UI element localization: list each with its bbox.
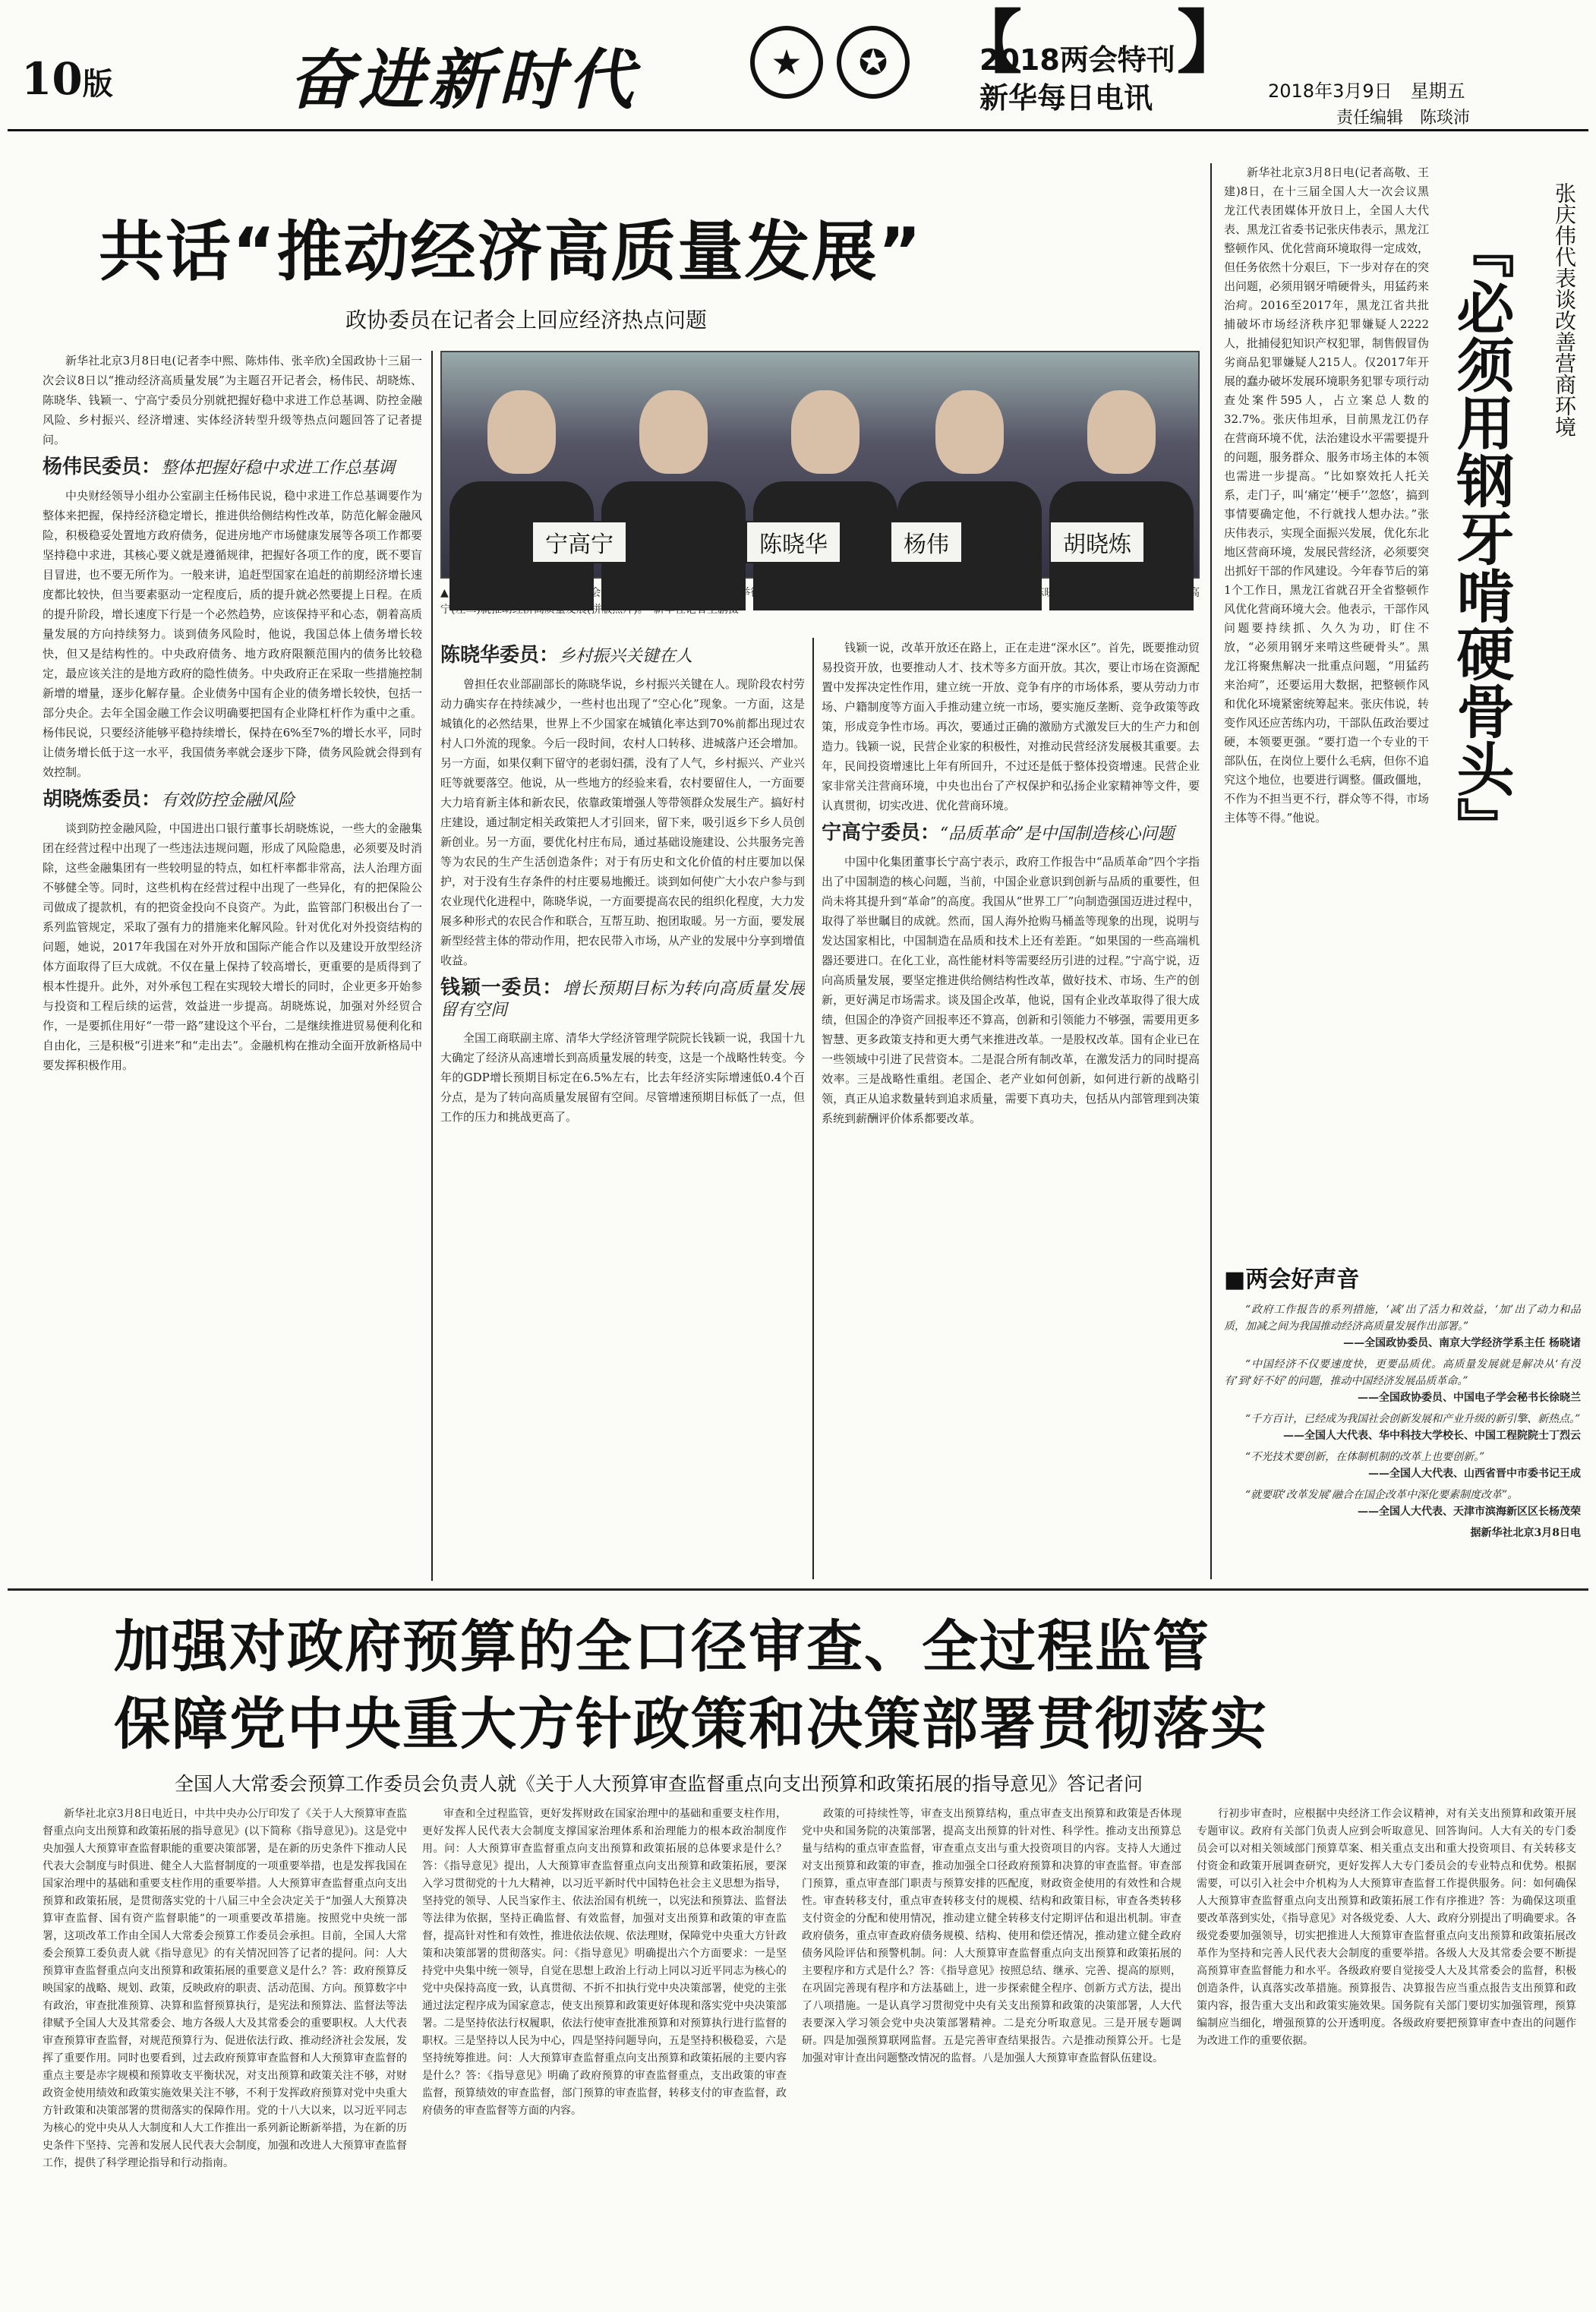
voices-footer: 据新华社北京3月8日电 <box>1470 1527 1581 1539</box>
sidebar-vertical-subtitle: 张庆伟代表谈改善营商环境 <box>1552 182 1577 437</box>
story2-column-3 <box>802 1806 1181 2299</box>
column-divider <box>1210 163 1212 1579</box>
story2-headline-line2: 保障党中央重大方针政策和决策部署贯彻落实 <box>114 1692 1268 1757</box>
paragraph: 中央财经领导小组办公室副主任杨伟民说，稳中求进工作总基调要作为整体来把握，保持经济稳定增长，推进供给侧结构性改革，防范化解金融风险，积极稳妥处置地方政府债务，促进房地产市场健康发展等各项工作都要坚持稳中求进，其核心要义就是遵循规律，把握好各项工作的度，既不要盲目冒进，也不要无所作为。一般来讲，追赶型国家在追赶的前期经济增长速度都比较快，但当要素驱动一定程度后，质的提升就必然要提上日程。在质的提升阶段，增长速度下行是一个必然趋势，应该保持平和心态，朝着高质量发展的方向持续努力。谈到债务风险时，他说，我国总体上债务增长较快，但又是结构性的。中央政府债务、地方政府限额范围内的债务比较稳定，最应该关注的是地方政府的隐性债务。中央政府正在采取一些措施控制新增的增量，逐步化解存量。企业债务中国有企业的债务增长较快，包括一部分央企。去年全国金融工作会议明确要把国有企业降杠杆作为重中之重。杨伟民说，只要经济能够平稳持续增长，保持在6%至7%的增长水平，同时让债务增长低于这一水平，我国债务率就会逐步下降，债务风险就会得到有效控制。 <box>43 489 422 779</box>
nameplate: 杨伟 <box>890 521 963 563</box>
paragraph: 谈到防控金融风险，中国进出口银行董事长胡晓炼说，一些大的金融集团在经营过程中出现了一些违法违规问题，形成了风险隐患，必须要及时消除，这些金融集团有一些较明显的特点，如杠杆率都非常高，法人治理方面不够健全等。同时，这些机构在经营过程中出现了一些异化，有的把保险公司做成了提款机，有的把资金投向不良资产。为此，监管部门积极出台了一系列监管规定，采取了强有力的措施来化解风险。针对优化对外投资结构的问题，她说，2017年我国在对外开放和国际产能合作以及建设开放型经济体方面取得了巨大成就。不仅在量上保持了较高增长，更重要的是质得到了根本性提升。此外，对外承包工程在实现较大增长的同时，企业更多开始参与投资和工程后续的运营，效益进一步提高。胡晓炼说，加强对外经贸合作，一是要抓住用好“一带一路”建设这个平台，二是继续推进贸易便利化和自由化，三是积极“引进来”和“走出去”。金融机构在推动全面开放新格局中要发挥积极作用。 <box>43 822 422 1072</box>
voice-source: ——全国政协委员、中国电子学会秘书长徐晓兰 <box>1358 1392 1581 1404</box>
sidebar-vertical-headline: 『必须用钢牙啃硬骨头』 <box>1447 220 1515 855</box>
issue-date: 2018年3月9日 星期五 <box>1268 80 1465 102</box>
voices-box <box>1224 1260 1581 1541</box>
column-divider <box>812 638 814 1579</box>
story1-lead: 新华社北京3月8日电(记者李中熙、陈炜伟、张辛欣)全国政协十三届一次会议8日以“推动经济高质量发展”为主题召开记者会，杨伟民、胡晓炼、陈晓华、钱颖一、宁高宁委员分别就把握好稳中求进工作总基调、防控金融风险、乡村振兴、经济增速、实体经济转型升级等热点问题回答了记者提问。 <box>43 354 422 446</box>
person-silhouette <box>1087 390 1156 474</box>
paragraph: 钱颖一说，改革开放还在路上，正在走进“深水区”。首先，既要推动贸易投资开放，也要推动人才、技术等多方面开放。其次，要让市场在资源配置中发挥决定性作用，建立统一开放、竞争有序的市场体系，要从劳动力市场、户籍制度等方面入手推动建立统一市场，要实施反垄断、竞争政策等政策，形成竞争性市场。再次，要通过正确的激励方式激发巨大的生产力和创造力。钱颖一说，民营企业家的积极性，对推动民营经济发展极其重要。去年，民间投资增速比上年有所回升，不过还是低于整体投资增速。民营企业家非常关注营商环境，中央也出台了产权保护和弘扬企业家精神等文件，要认真贯彻，切实改进、优化营商环境。 <box>822 641 1200 812</box>
paragraph: 曾担任农业部副部长的陈晓华说，乡村振兴关键在人。现阶段农村劳动力确实存在持续减少，一些村也出现了“空心化”现象。一方面，这是城镇化的必然结果，世界上不少国家在城镇化率达到70%前都出现过农村人口外流的现象。今后一段时间，农村人口转移、进城落户还会增加。另一方面，如果仅剩下留守的老弱妇孺，没有了人气，乡村振兴、产业兴旺等就要落空。他说，从一些地方的经验来看，农村要留住人，一方面要大力培育新主体和新农民，依靠政策增强人等带领群众发展生产。搞好村庄建设，通过制定相关政策把人才引回来，留下来，吸引返乡下乡人员创新创业。另一方面，要优化村庄布局，通过基础设施建设、公共服务完善等为农民的生产生活创造条件；对于有历史和文化价值的村庄要加以保护，对于没有生存条件的村庄要易地搬迁。谈到如何使广大小农户参与到农业现代化进程中，陈晓华说，一方面要提高农民的组织化程度，大力发展多种形式的农民合作和联合，互帮互助、抱团取暖。另一方面，要发展新型经营主体的带动作用，把农民带入市场，从产业的发展中分享到增值收益。 <box>440 677 805 967</box>
story1-column-2 <box>440 638 805 1579</box>
masthead-rule <box>8 129 1588 131</box>
nameplate: 胡晓炼 <box>1049 521 1145 563</box>
voice-source: ——全国人大代表、天津市滨海新区区长杨茂荣 <box>1358 1506 1581 1518</box>
story1-headline: 共话“推动经济高质量发展” <box>99 214 923 290</box>
story2-column-4 <box>1197 1806 1576 2299</box>
voice-quote: “就要联‘改革发展’融合在国企改革中深化要素制度改革”。 <box>1245 1489 1519 1501</box>
paragraph: 政策的可持续性等，审查支出预算结构，重点审查支出预算和政策是否体现党中央和国务院的决策部署，提高支出预算的针对性、科学性。推动支出预算总量与结构的重点审查监督，审查重点支出与重大投资项目的内容。支持人大通过对支出预算和政策的审查，推动加强全口径政府预算和决算的审查监督。审查部门预算，重点审查部门职责与预算安排的匹配度，财政资金使用的有效性和合规性。审查转移支付，重点审查转移支付的规模、结构和政策目标，审查各类转移支付资金的分配和使用情况，推动建立健全转移支付定期评估和退出机制。审查政府债务，重点审查政府债务规模、结构、使用和偿还情况，推动建立健全政府债务风险评估和预警机制。问：人大预算审查监督重点向支出预算和政策拓展的主要程序和方式是什么？答：《指导意见》按照总结、继承、完善、提高的原则，在巩固完善现有程序和方法基础上，进一步探索健全程序、创新方式方法，提出了八项措施。一是认真学习贯彻党中央有关支出预算和政策的决策部署，人大代表要深入学习领会党中央决策部署精神。二是充分听取意见。三是开展专题调研。四是加强预算联网监督。五是完善审查结果报告。六是推动预算公开。七是加强对审计查出问题整改情况的监督。八是加强人大预算审查监督队伍建设。 <box>802 1808 1181 2064</box>
section-heading: 钱颖一委员：增长预期目标为转向高质量发展留有空间 <box>440 976 805 1020</box>
paragraph: 中国中化集团董事长宁高宁表示，政府工作报告中“品质革命”四个字指出了中国制造的核心问题，当前，中国企业意识到创新与品质的重要性，但尚未将其提升到“革命”的高度。我国从“世界工厂”向制造强国迈进过程中，取得了举世瞩目的成就。然而，国人海外抢购马桶盖等现象的出现，说明与发达国家相比，中国制造在品质和技术上还有差距。“如果国的一些高端机器还要进口。在化工业，高性能材料等需要经历引进的过程。”宁高宁说，迈向高质量发展，要坚定推进供给侧结构性改革，做好技术、市场、生产的创新，更好满足市场需求。谈及国企改革，他说，国有企业改革取得了很大成绩，但国企的净资产回报率还不算高，创新和引领能力不够强，需要用更多智慧、更多政策支持和更大勇气来推进改革。一是股权改革。国有企业已在一些领域中引进了民营资本。二是混合所有制改革，在激发活力的同时提高效率。三是战略性重组。老国企、老产业如何创新，如何进行新的战略引领，真正从追求数量转到追求质量，需要下真功夫，包括从内部管理到决策系统到薪酬评价体系都要改革。 <box>822 855 1200 1125</box>
section-rule <box>8 1588 1588 1591</box>
story2-subhead: 全国人大常委会预算工作委员会负责人就《关于人大预算审查监督重点向支出预算和政策拓展的指导意见》答记者问 <box>175 1773 1143 1795</box>
voice-quote: “千方百计，已经成为我国社会创新发展和产业升级的新引擎、新热点。” <box>1245 1413 1581 1425</box>
sidebar-article <box>1224 163 1429 1325</box>
section-heading: 胡晓炼委员：有效防控金融风险 <box>43 788 295 811</box>
paragraph: 行初步审查时，应根据中央经济工作会议精神，对有关支出预算和政策开展专题审议。政府有关部门负责人应到会听取意见、回答询问。人大有关的专门委员会可以对相关领域部门预算草案、相关重点支出和重大投资项目、有关转移支付资金和政策开展调查研究，更好发挥人大专门委员会的专业特点和优势。根据需要，可以引入社会中介机构为人大预算审查监督工作提供服务。问：如何确保人大预算审查监督重点向支出预算和政策拓展工作有序推进？答：为确保这项重要改革落到实处，《指导意见》对各级党委、人大、政府分别提出了明确要求。各级党委要加强领导，切实把推进人大预算审查监督重点向支出预算和政策拓展改革作为坚持和完善人民代表大会制度的重要举措。各级人大及其常委会要不断提高预算审查监督能力和水平。各级政府要自觉接受人大及其常委会的监督，积极创造条件，认真落实改革措施。预算报告、决算报告应当重点报告支出预算和政策内容，报告重大支出和政策实施效果。国务院有关部门要切实加强管理，预算编制应当细化，增强预算的公开透明度。各级政府要把预算审查中查出的问题作为改进工作的重要依据。 <box>1197 1808 1576 2047</box>
voice-quote: “政府工作报告的系列措施，‘减’出了活力和效益，‘加’出了动力和品质，加减之间为我国推动经济高质量发展作出部署。” <box>1224 1304 1581 1333</box>
responsible-editor: 责任编辑 陈琰沛 <box>1336 109 1471 128</box>
cppcc-emblem-icon: ✪ <box>837 26 910 99</box>
story2-column-1 <box>43 1806 407 2299</box>
voice-quote: “不光技术要创新，在体制机制的改革上也要创新。” <box>1245 1451 1485 1463</box>
story1-column-3 <box>822 638 1200 1579</box>
section-heading: 陈晓华委员：乡村振兴关键在人 <box>440 644 693 667</box>
story2-column-2 <box>422 1806 787 2299</box>
special-edition-label: 【 2018两会特刊 新华每日电讯 】 <box>954 3 1245 115</box>
paragraph: 新华社北京3月8日电(记者高敬、王建)8日，在十三届全国人大一次会议黑龙江代表团媒体开放日上，全国人大代表、黑龙江省委书记张庆伟表示，黑龙江整顿作风、优化营商环境取得一定成效，但任务依然十分艰巨，下一步对存在的突出问题，必须用钢牙啃硬骨头，用猛药来治疴。2016至2017年，黑龙江省共批捕破坏市场经济秩序犯罪嫌疑人2222人，批捕侵犯知识产权犯罪，制售假冒伪劣商品犯罪嫌疑人215人。仅2017年开展的蠢办破坏发展环境职务犯罪专项行动查处案件595人，占立案总人数的32.7%。张庆伟坦承，目前黑龙江仍存在营商环境不优，法治建设水平需要提升的问题，服务群众、服务市场主体的本领也需进一步提高。“比如察效托人托关系，走门子，叫‘痛定’‘梗手’‘忽悠’，搞到事情要确定他，不行就找人想办法。”张庆伟表示，实现全面振兴发展，优化东北地区营商环境，发展民营经济，必须要突出抓好干部的作风建设。今年春节后的第1个工作日，黑龙江省就召开全省整顿作风优化营商环境大会。他表示，干部作风问题要持续抓、久久为功，盯住不放，“必须用钢牙来啃这些硬骨头”。黑龙江将聚焦解决一批重点问题，“用猛药来治疴”，还要运用大数据，把整顿作风和优化环境紧密统筹起来。张庆伟说，转变作风还应苦练内功，干部队伍政治要过硬，本领要更强。“要打造一个专业的干部队伍，在岗位上要什么毛病，但你不追究这个地位，也要进行调整。僵政僵地，不作为不担当更不行，群众等不得，市场主体等不得。”他说。 <box>1224 166 1429 825</box>
nameplate: 陈晓华 <box>746 521 841 563</box>
voice-source: ——全国人大代表、山西省晋中市委书记王成 <box>1368 1468 1581 1480</box>
voice-item <box>1224 1301 1581 1541</box>
paragraph: 审查和全过程监管，更好发挥财政在国家治理中的基础和重要支柱作用，更好发挥人民代表大会制度支撑国家治理体系和治理能力的根本政治制度作用。问：人大预算审查监督重点向支出预算和政策拓展的总体要求是什么？答：《指导意见》提出，人大预算审查监督重点向支出预算和政策拓展，要深入学习贯彻党的十九大精神，以习近平新时代中国特色社会主义思想为指导，坚持党的领导、人民当家作主、依法治国有机统一，以宪法和预算法、监督法等法律为依据，坚持正确监督、有效监督，加强对支出预算和政策的审查监督，提高针对性和有效性，推进依法依规、依法理财，保障党中央重大方针政策和决策部署的贯彻落实。问：《指导意见》明确提出六个方面要求：一是坚持党中央集中统一领导，自觉在思想上政治上行动上同以习近平同志为核心的党中央保持高度一致，认真贯彻、不折不扣执行党中央决策部署，使党的主张通过法定程序成为国家意志，使支出预算和政策更好体现和落实党中央决策部署。二是坚持依法行权履职，依法行使审查批准预算和对预算执行进行监督的职权。三是坚持以人民为中心，四是坚持问题导向，五是坚持积极稳妥，六是坚持统筹推进。问：人大预算审查监督重点向支出预算和政策拓展的主要内容是什么？答：《指导意见》明确了政府预算的审查监督重点，支出政策的审查监督，预算绩效的审查监督，部门预算的审查监督，转移支付的审查监督，政府债务的审查监督等方面的内容。 <box>422 1808 787 2117</box>
voice-quote: “中国经济不仅要速度快，更要品质优。高质量发展就是解决从‘有没有’到‘好不好’的问题，推动中国经济发展品质革命。” <box>1224 1358 1581 1387</box>
national-emblem-icon: ★ <box>750 26 823 99</box>
story1-column-1 <box>43 351 422 1581</box>
story2-headline-line1: 加强对政府预算的全口径审查、全过程监管 <box>114 1614 1210 1680</box>
person-silhouette <box>487 390 556 474</box>
section-heading: 杨伟民委员：整体把握好稳中求进工作总基调 <box>43 456 396 478</box>
nameplate: 宁高宁 <box>531 521 627 563</box>
section-heading: 宁高宁委员：“品质革命”是中国制造核心问题 <box>822 822 1175 844</box>
paragraph: 全国工商联副主席、清华大学经济管理学院院长钱颖一说，我国十九大确定了经济从高速增长到高质量发展的转变，这是一个战略性转变。今年的GDP增长预期目标定在6.5%左右，比去年经济实际增速低0.4个百分点，是为了转向高质量发展留有空间。尽管增速预期目标低了一点，但工作的压力和挑战更高了。 <box>440 1031 805 1124</box>
press-conference-photo <box>440 351 1200 579</box>
story1-subhead: 政协委员在记者会上回应经济热点问题 <box>345 308 708 333</box>
column-brand-title: 奋进新时代 <box>289 42 638 118</box>
page-number: 10版 <box>21 53 113 105</box>
voice-source: ——全国人大代表、华中科技大学校长、中国工程院院士丁烈云 <box>1283 1430 1581 1442</box>
photo-caption: ▲3月8日，全国政协十三届一次会议新闻中心在北京人民大会堂举行记者会，邀请全国政协委员杨伟民(左三)、胡晓炼(右二)、陈晓华(右三)、钱颖一(右一)、宁高宁(左二)就推动经济高质量发展(拼版照片)。 新华社记者王鹏摄 <box>440 587 1200 616</box>
person-silhouette <box>791 390 860 474</box>
column-divider <box>431 351 433 1581</box>
person-silhouette <box>935 390 1004 474</box>
person-silhouette <box>639 390 708 474</box>
paragraph: 新华社北京3月8日电近日，中共中央办公厅印发了《关于人大预算审查监督重点向支出预算和政策拓展的指导意见》(以下简称《指导意见》)。这是党中央加强人大预算审查监督职能的重要决策部署，是在新的历史条件下推动人民代表大会制度与时俱进、健全人大监督制度的一项重要举措，也是发挥我国在国家治理中的基础和重要支柱作用的重要举措。人大预算审查监督重点向支出预算和政策拓展，是贯彻落实党的十八届三中全会决定关于“加强人大预算决算审查监督、国有资产监督职能”的一项重要改革措施。按照党中央统一部署，这项改革工作由全国人大常委会预算工作委员会承担。目前，全国人大常委会预算工委负责人就《指导意见》的有关情况回答了记者的提问。问：人大预算审查监督重点向支出预算和政策拓展的重要意义是什么？答：政府预算反映国家的战略、规划、政策，反映政府的职责、活动范围、方向。预算数字中有政治，审查批准预算、决算和监督预算执行，是宪法和预算法、监督法等法律赋予全国人大及其常委会、地方各级人大及其常委会的重要职权。人大代表审查预算审查监督，对规范预算行为、促进依法行政、推动经济社会发展，发挥了重要作用。同时也要看到，过去政府预算审查监督和人大预算审查监督的重点主要是赤字规模和预算收支平衡状况，对支出预算和政策关注不够，对财政资金使用绩效和政策实施效果关注不够，不利于发挥政府预算对党中央重大方针政策和决策部署的贯彻落实的保障作用。党的十八大以来，以习近平同志为核心的党中央从人大制度和人大工作推出一系列新论断新举措，为在新的历史条件下坚持、完善和发展人民代表大会制度，加强和改进人大预算审查监督工作，提供了科学理论指导和行动指南。 <box>43 1808 407 2169</box>
voices-title: ■两会好声音 <box>1224 1266 1360 1293</box>
voice-source: ——全国政协委员、南京大学经济学系主任 杨晓诸 <box>1343 1337 1581 1349</box>
